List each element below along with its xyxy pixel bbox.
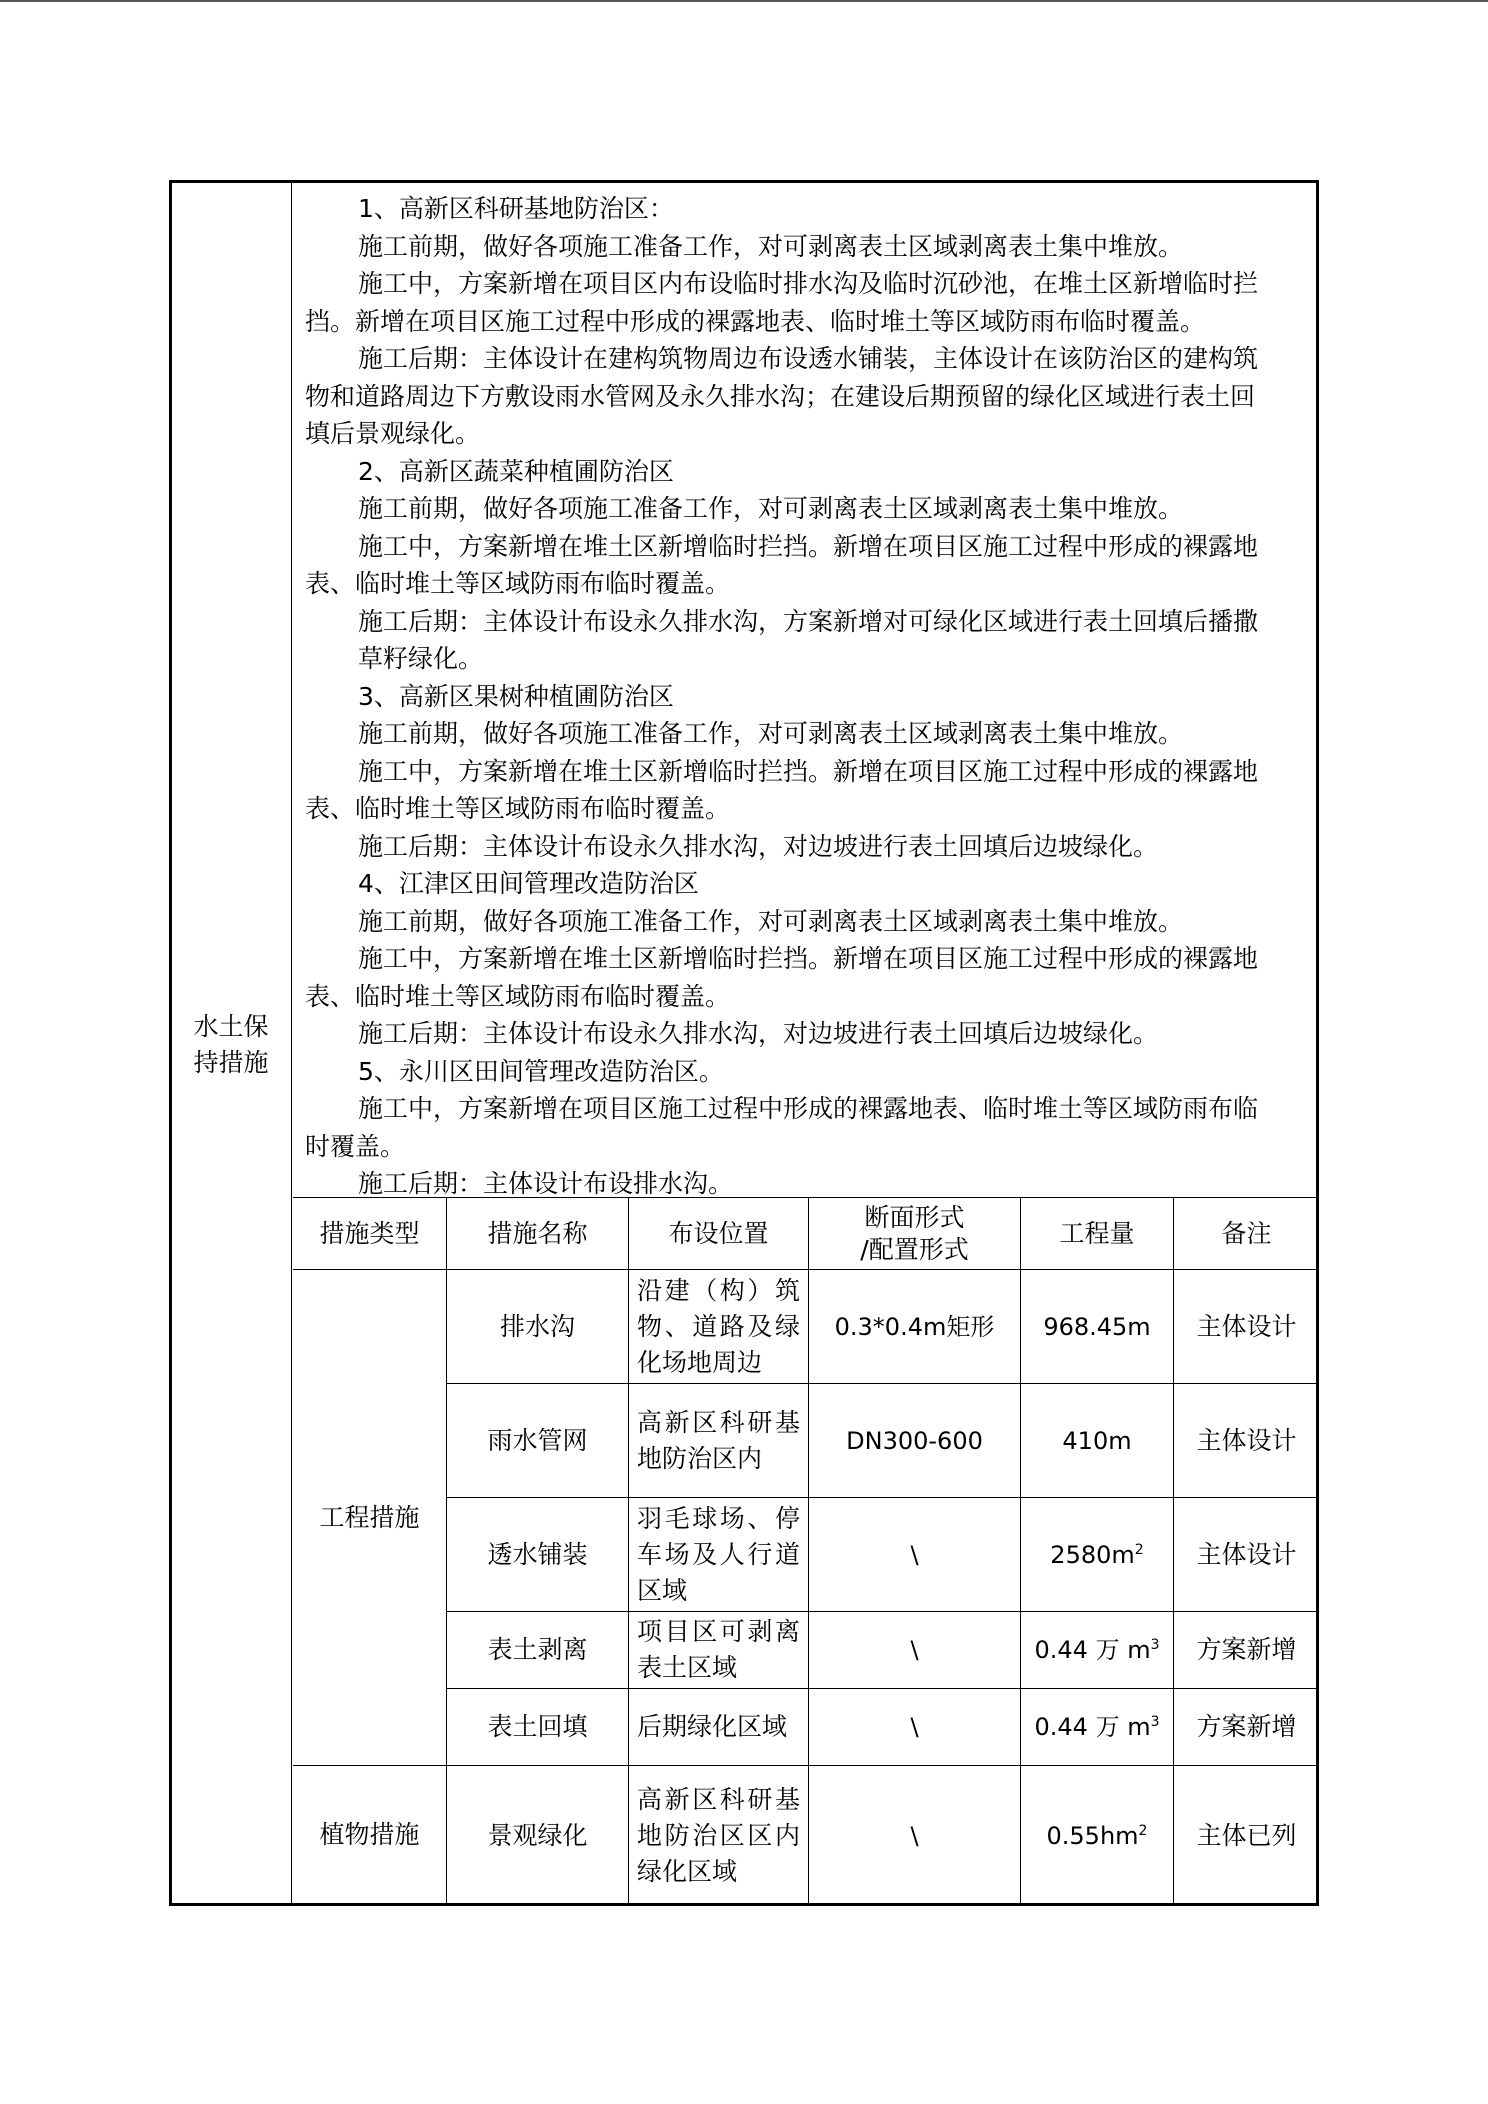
description-line: 4、江津区田间管理改造防治区 <box>358 869 699 898</box>
measure-section-text: \ <box>910 1540 919 1569</box>
description-line: 表、临时堆土等区域防雨布临时覆盖。 <box>305 569 731 598</box>
description-line: 表、临时堆土等区域防雨布临时覆盖。 <box>305 794 731 823</box>
measure-location-text: 沿建（构）筑物、道路及绿化场地周边 <box>637 1275 800 1377</box>
measure-name <box>447 1689 629 1766</box>
measure-location <box>629 1384 809 1498</box>
measure-location <box>629 1689 809 1766</box>
measure-location-text: 后期绿化区域 <box>637 1712 788 1741</box>
measure-name-text: 景观绿化 <box>487 1820 588 1850</box>
measure-name-text: 排水沟 <box>499 1311 575 1341</box>
description-line: 草籽绿化。 <box>358 644 484 673</box>
measure-name-text: 表土剥离 <box>487 1635 588 1664</box>
description-line: 5、永川区田间管理改造防治区。 <box>358 1056 724 1086</box>
measure-quantity <box>1021 1689 1174 1766</box>
description-line: 施工前期，做好各项施工准备工作，对可剥离表土区域剥离表土集中堆放。 <box>358 231 1184 261</box>
measure-section <box>809 1498 1021 1612</box>
measure-location-text: 高新区科研基地防治区区内绿化区域 <box>637 1784 800 1886</box>
measure-quantity-text: 2580m <box>1050 1540 1135 1569</box>
measure-quantity <box>1021 1766 1174 1906</box>
page-top-border <box>0 0 1488 2</box>
description-line: 2、高新区蔬菜种植圃防治区 <box>358 456 674 486</box>
measure-location <box>629 1612 809 1689</box>
measure-location <box>629 1766 809 1906</box>
description-line: 挡。新增在项目区施工过程中形成的裸露地表、临时堆土等区域防雨布临时覆盖。 <box>305 306 1206 336</box>
measure-section <box>809 1689 1021 1766</box>
measure-name <box>447 1766 629 1906</box>
measure-location <box>629 1498 809 1612</box>
group-engineering: 工程措施 <box>293 1270 447 1766</box>
description-line: 时覆盖。 <box>305 1131 406 1161</box>
description-line: 施工前期，做好各项施工准备工作，对可剥离表土区域剥离表土集中堆放。 <box>358 906 1184 936</box>
measure-quantity <box>1021 1498 1174 1612</box>
measure-name <box>447 1498 629 1612</box>
measure-section <box>809 1766 1021 1906</box>
measures-description <box>293 183 1319 1198</box>
measure-section-text: \ <box>910 1713 919 1741</box>
measure-name <box>447 1612 629 1689</box>
quantity-unit-exponent: 3 <box>1150 1637 1160 1653</box>
header-quantity: 工程量 <box>1021 1198 1174 1270</box>
measure-remark-text: 主体设计 <box>1196 1425 1297 1455</box>
measure-remark-text: 主体已列 <box>1196 1820 1297 1850</box>
quantity-unit-exponent: 2 <box>1134 1541 1144 1558</box>
quantity-unit-exponent: 3 <box>1150 1714 1160 1730</box>
measures-table <box>169 180 1319 1906</box>
description-line: 施工后期：主体设计布设永久排水沟，方案新增对可绿化区域进行表土回填后播撒 <box>358 606 1259 636</box>
measure-remark-text: 方案新增 <box>1196 1712 1297 1741</box>
measure-section-text: 0.3*0.4m矩形 <box>834 1312 995 1341</box>
measure-quantity <box>1021 1270 1174 1384</box>
measure-location-text: 项目区可剥离表土区域 <box>637 1617 800 1682</box>
left-category-cell <box>172 183 292 1903</box>
description-line: 填后景观绿化。 <box>305 419 481 448</box>
header-section-line1: 断面形式 <box>864 1202 965 1232</box>
measure-remark <box>1174 1270 1319 1384</box>
measure-name <box>447 1384 629 1498</box>
measure-remark-text: 方案新增 <box>1196 1635 1297 1664</box>
measure-name <box>447 1270 629 1384</box>
measure-section <box>809 1612 1021 1689</box>
measure-remark <box>1174 1766 1319 1906</box>
description-line: 施工中，方案新增在堆土区新增临时拦挡。新增在项目区施工过程中形成的裸露地 <box>358 531 1259 561</box>
measure-section-text: \ <box>910 1821 919 1850</box>
measure-quantity-text: 0.44 万 m <box>1034 1636 1151 1664</box>
measure-location <box>629 1270 809 1384</box>
description-line: 3、高新区果树种植圃防治区 <box>358 681 674 711</box>
measure-section <box>809 1384 1021 1498</box>
measure-remark <box>1174 1612 1319 1689</box>
measure-remark-text: 主体设计 <box>1196 1539 1297 1569</box>
measure-quantity-text: 0.55hm <box>1046 1821 1139 1850</box>
measure-name-text: 雨水管网 <box>487 1425 588 1455</box>
measure-remark <box>1174 1689 1319 1766</box>
group-plant: 植物措施 <box>293 1766 447 1906</box>
category-label-line1: 水土保 <box>193 1012 269 1041</box>
measure-location-text: 高新区科研基地防治区内 <box>637 1407 800 1473</box>
description-line: 1、高新区科研基地防治区： <box>358 194 674 223</box>
measure-section-text: \ <box>910 1636 919 1664</box>
measure-section-text: DN300-600 <box>846 1426 983 1455</box>
header-location: 布设位置 <box>629 1198 809 1270</box>
description-line: 施工中，方案新增在项目区内布设临时排水沟及临时沉砂池，在堆土区新增临时拦 <box>358 269 1259 298</box>
description-line: 施工中，方案新增在堆土区新增临时拦挡。新增在项目区施工过程中形成的裸露地 <box>358 944 1259 973</box>
measure-section <box>809 1270 1021 1384</box>
measure-quantity-text: 0.44 万 m <box>1034 1713 1151 1741</box>
category-label-line2: 持措施 <box>193 1048 269 1077</box>
measure-name-text: 表土回填 <box>487 1712 588 1741</box>
description-line: 物和道路周边下方敷设雨水管网及永久排水沟；在建设后期预留的绿化区域进行表土回 <box>305 381 1256 411</box>
measure-location-text: 羽毛球场、停车场及人行道区域 <box>637 1503 800 1605</box>
header-type: 措施类型 <box>293 1198 447 1270</box>
header-remark: 备注 <box>1174 1198 1319 1270</box>
measure-remark <box>1174 1384 1319 1498</box>
measure-quantity-text: 410m <box>1062 1426 1132 1455</box>
description-line: 施工中，方案新增在堆土区新增临时拦挡。新增在项目区施工过程中形成的裸露地 <box>358 756 1259 786</box>
measure-quantity-text: 968.45m <box>1043 1312 1151 1341</box>
measure-remark-text: 主体设计 <box>1196 1311 1297 1341</box>
category-label <box>172 1009 290 1081</box>
description-line: 施工后期：主体设计布设永久排水沟，对边坡进行表土回填后边坡绿化。 <box>358 831 1159 861</box>
description-line: 施工前期，做好各项施工准备工作，对可剥离表土区域剥离表土集中堆放。 <box>358 719 1184 748</box>
measure-remark <box>1174 1498 1319 1612</box>
header-section <box>809 1198 1021 1270</box>
measure-quantity <box>1021 1384 1174 1498</box>
description-line: 施工中，方案新增在项目区施工过程中形成的裸露地表、临时堆土等区域防雨布临 <box>358 1094 1259 1123</box>
description-line: 施工后期：主体设计在建构筑物周边布设透水铺装，主体设计在该防治区的建构筑 <box>358 344 1259 373</box>
description-line: 施工前期，做好各项施工准备工作，对可剥离表土区域剥离表土集中堆放。 <box>358 494 1184 523</box>
description-line: 表、临时堆土等区域防雨布临时覆盖。 <box>305 981 731 1011</box>
header-name: 措施名称 <box>447 1198 629 1270</box>
description-line: 施工后期：主体设计布设永久排水沟，对边坡进行表土回填后边坡绿化。 <box>358 1019 1159 1048</box>
quantity-unit-exponent: 2 <box>1138 1822 1148 1839</box>
measures-grid <box>293 1198 1319 1903</box>
description-line: 施工后期：主体设计布设排水沟。 <box>358 1169 734 1198</box>
measure-name-text: 透水铺装 <box>487 1539 588 1569</box>
measure-quantity <box>1021 1612 1174 1689</box>
header-section-line2: /配置形式 <box>860 1234 969 1264</box>
